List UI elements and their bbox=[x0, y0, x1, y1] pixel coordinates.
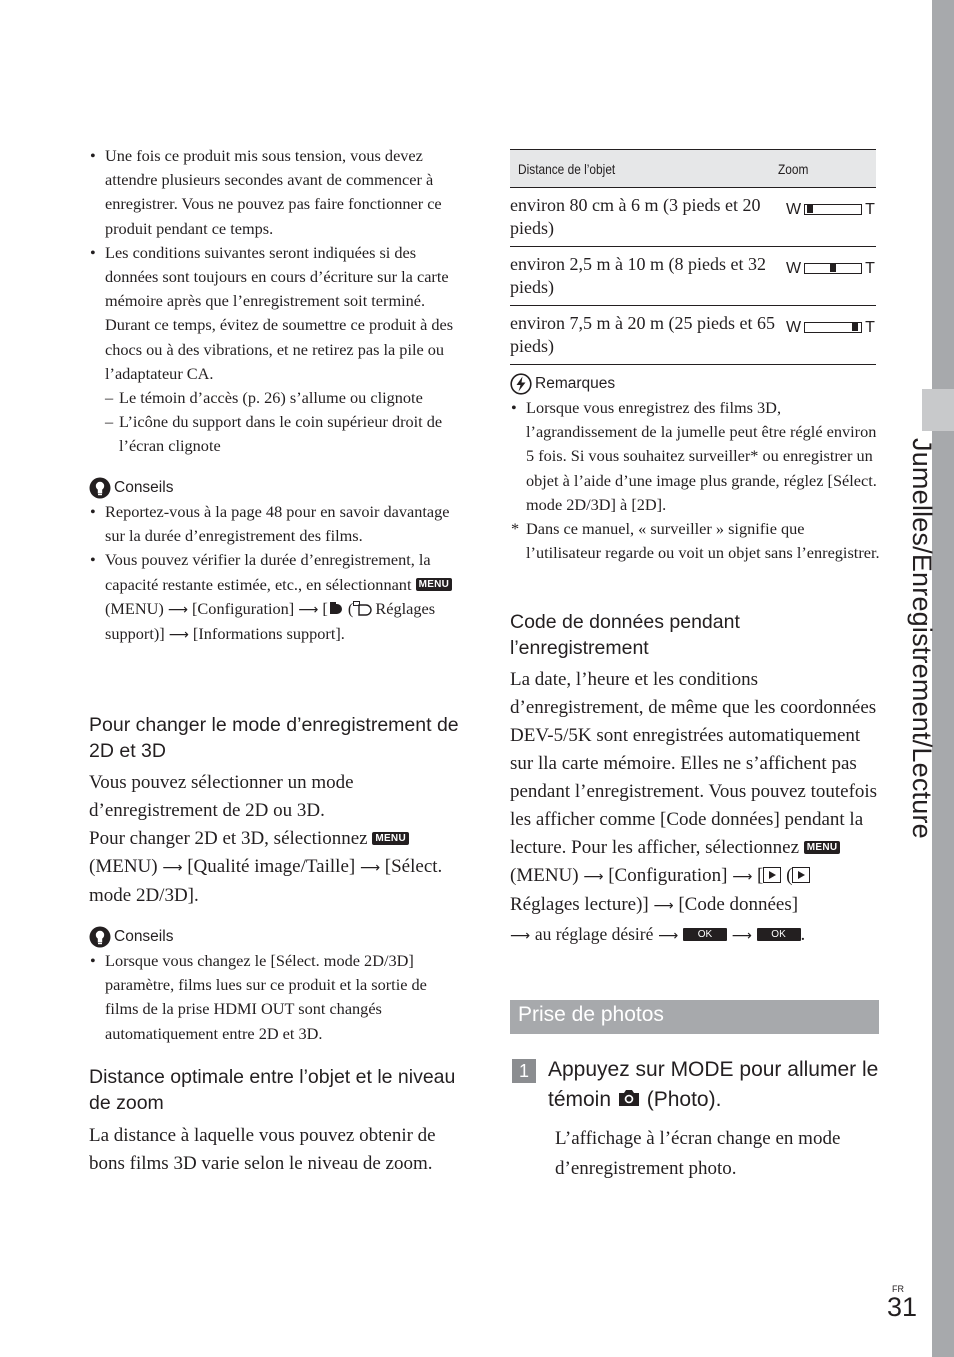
zoom-indicator bbox=[786, 316, 876, 339]
distance-cell: environ 7,5 m à 20 m (25 pieds et 65 pieds) bbox=[510, 306, 778, 365]
paragraph-code: La date, l’heure et les conditions d’enregistrement, de même que les coordonnées DEV-5/5K sont enregistrées automatiquement sur lla carte mémoire. Elles ne s’affichent pas pendant l’enregistrement. Vous pouvez toutefois les afficher comme [Code données] pendant la lecture. Pour les afficher, sélectionnez MENU (MENU) ⟶ [Configuration] ⟶ [ ( Réglages lecture)] ⟶ [Code données] ⟶ au réglage désiré ⟶ OK ⟶ OK . bbox=[510, 669, 878, 945]
warning-icon bbox=[510, 373, 532, 395]
arrow-icon: ⟶ bbox=[168, 627, 189, 644]
notes-block bbox=[510, 372, 880, 565]
zoom-wide-label: W bbox=[786, 260, 802, 277]
menu-badge: MENU bbox=[416, 578, 453, 591]
bullet-item: • Reportez-vous à la page 48 pour en savoir davantage sur la durée d’enregistrement des films. bbox=[89, 500, 461, 548]
playback-icon bbox=[792, 867, 810, 883]
arrow-icon: ⟶ bbox=[162, 860, 183, 876]
lightbulb-icon bbox=[89, 926, 111, 948]
zoom-tele-label: T bbox=[865, 319, 875, 336]
zoom-indicator bbox=[786, 198, 876, 221]
paragraph-2d3d: Vous pouvez sélectionner un mode d’enregistrement de 2D ou 3D. Pour changer 2D et 3D, sélectionnez MENU (MENU) ⟶ [Qualité image/Taille] ⟶ [Sélect. mode 2D/3D]. bbox=[89, 772, 443, 906]
section-code bbox=[510, 609, 880, 950]
notes-heading: Remarques bbox=[510, 372, 880, 396]
tips-heading: Conseils bbox=[89, 925, 461, 949]
zoom-track bbox=[804, 322, 862, 333]
zoom-cell bbox=[778, 188, 876, 247]
section-band-photo: Prise de photos bbox=[510, 1000, 879, 1034]
bullet-item: • Lorsque vous enregistrez des films 3D, l’agrandissement de la jumelle peut être réglé environ 5 fois. Si vous souhaitez surveiller* ou enregistrer un objet à l’aide d’une image plus grande, réglez [Sélect. mode 2D/3D] à [2D]. bbox=[510, 396, 880, 517]
table-row bbox=[510, 188, 876, 247]
tips-block-1 bbox=[89, 476, 461, 647]
zoom-wide-label: W bbox=[786, 201, 802, 218]
zoom-knob bbox=[830, 264, 836, 272]
bullet-item: • Une fois ce produit mis sous tension, vous devez attendre plusieurs secondes avant de commencer à enregistrer. Vous ne pouvez pas faire fonctionner ce produit pendant ce temps. bbox=[89, 144, 461, 241]
page-number: 31 bbox=[887, 1292, 918, 1322]
arrow-icon: ⟶ bbox=[167, 601, 188, 618]
arrow-icon: ⟶ bbox=[732, 869, 753, 885]
arrow-icon: ⟶ bbox=[510, 928, 531, 944]
playback-icon bbox=[763, 867, 781, 883]
media-settings-icon bbox=[328, 601, 344, 617]
menu-badge: MENU bbox=[372, 832, 409, 845]
bullet-item: • Lorsque vous changez le [Sélect. mode 2D/3D] paramètre, films lues sur ce produit et la sortie de films de la prise HDMI OUT sont changés automatiquement entre 2D et 3D. bbox=[89, 949, 461, 1046]
ok-badge: OK bbox=[683, 928, 727, 941]
arrow-icon: ⟶ bbox=[653, 898, 674, 914]
distance-cell: environ 2,5 m à 10 m (8 pieds et 32 pieds) bbox=[510, 247, 778, 306]
paragraph-distance: La distance à laquelle vous pouvez obtenir de bons films 3D varie selon le niveau de zoom. bbox=[89, 1125, 436, 1174]
zoom-indicator bbox=[786, 257, 876, 280]
ok-badge: OK bbox=[757, 928, 801, 941]
section-2d3d bbox=[89, 712, 461, 910]
heading-distance: Distance optimale entre l’objet et le niveau de zoom bbox=[89, 1066, 456, 1114]
zoom-track bbox=[804, 204, 862, 215]
camera-icon bbox=[617, 1088, 641, 1108]
step-number: 1 bbox=[512, 1059, 536, 1083]
sub-item: – L’icône du support dans le coin supérieur droit de l’écran clignote bbox=[89, 410, 461, 458]
step-instruction: Appuyez sur MODE pour allumer le témoin (Photo). bbox=[548, 1058, 879, 1111]
side-tab-label: Jumelles/Enregistrement/Lecture bbox=[907, 438, 937, 839]
table-header-distance: Distance de l’objet bbox=[510, 150, 778, 188]
footnote-item: * Dans ce manuel, « surveiller » signifie que l’utilisateur regarde ou voit un objet sans l’enregistrer. bbox=[510, 517, 880, 565]
menu-badge: MENU bbox=[804, 841, 841, 854]
zoom-knob bbox=[852, 323, 858, 331]
zoom-wide-label: W bbox=[786, 319, 802, 336]
step-description: L’affichage à l’écran change en mode d’enregistrement photo. bbox=[555, 1128, 841, 1179]
zoom-cell bbox=[778, 247, 876, 306]
table-row bbox=[510, 306, 876, 365]
section-distance bbox=[89, 1064, 461, 1178]
zoom-tele-label: T bbox=[865, 201, 875, 218]
lightbulb-icon bbox=[89, 477, 111, 499]
bullet-item: • Les conditions suivantes seront indiquées si des données sont toujours en cours d’écriture sur la carte mémoire après que l’enregistrement soit terminé. Durant ce temps, évitez de soumettre ce produit à des chocs ou à des vibrations, et ne retirez pas la pile ou l’adaptateur CA. bbox=[89, 241, 461, 386]
bullet-item: • Vous pouvez vérifier la durée d’enregistrement, la capacité restante estimée, etc., en sélectionnant MENU (MENU) ⟶ [Configuration] ⟶ [ ( Réglages support)] ⟶ [Informations support]. bbox=[89, 548, 461, 647]
tips-block-2 bbox=[89, 925, 461, 1046]
arrow-icon: ⟶ bbox=[583, 869, 604, 885]
arrow-icon: ⟶ bbox=[359, 860, 381, 876]
media-settings-outline-icon bbox=[353, 601, 375, 617]
table-header-zoom: Zoom bbox=[778, 150, 876, 188]
left-top-notes bbox=[89, 144, 461, 459]
arrow-icon: ⟶ bbox=[658, 928, 679, 944]
heading-2d3d: Pour changer le mode d’enregistrement de 2D et 3D bbox=[89, 714, 459, 762]
side-tab-marker bbox=[922, 389, 954, 431]
distance-cell: environ 80 cm à 6 m (3 pieds et 20 pieds) bbox=[510, 188, 778, 247]
zoom-tele-label: T bbox=[865, 260, 875, 277]
page-language: FR bbox=[892, 1284, 904, 1294]
arrow-icon: ⟶ bbox=[731, 928, 752, 944]
zoom-distance-table bbox=[510, 149, 876, 365]
zoom-track bbox=[804, 263, 862, 274]
tips-heading: Conseils bbox=[89, 476, 461, 500]
arrow-icon: ⟶ bbox=[298, 601, 319, 618]
zoom-knob bbox=[807, 205, 813, 213]
zoom-cell bbox=[778, 306, 876, 365]
sub-item: – Le témoin d’accès (p. 26) s’allume ou clignote bbox=[89, 386, 461, 410]
heading-code: Code de données pendant l’enregistrement bbox=[510, 611, 740, 659]
table-row bbox=[510, 247, 876, 306]
